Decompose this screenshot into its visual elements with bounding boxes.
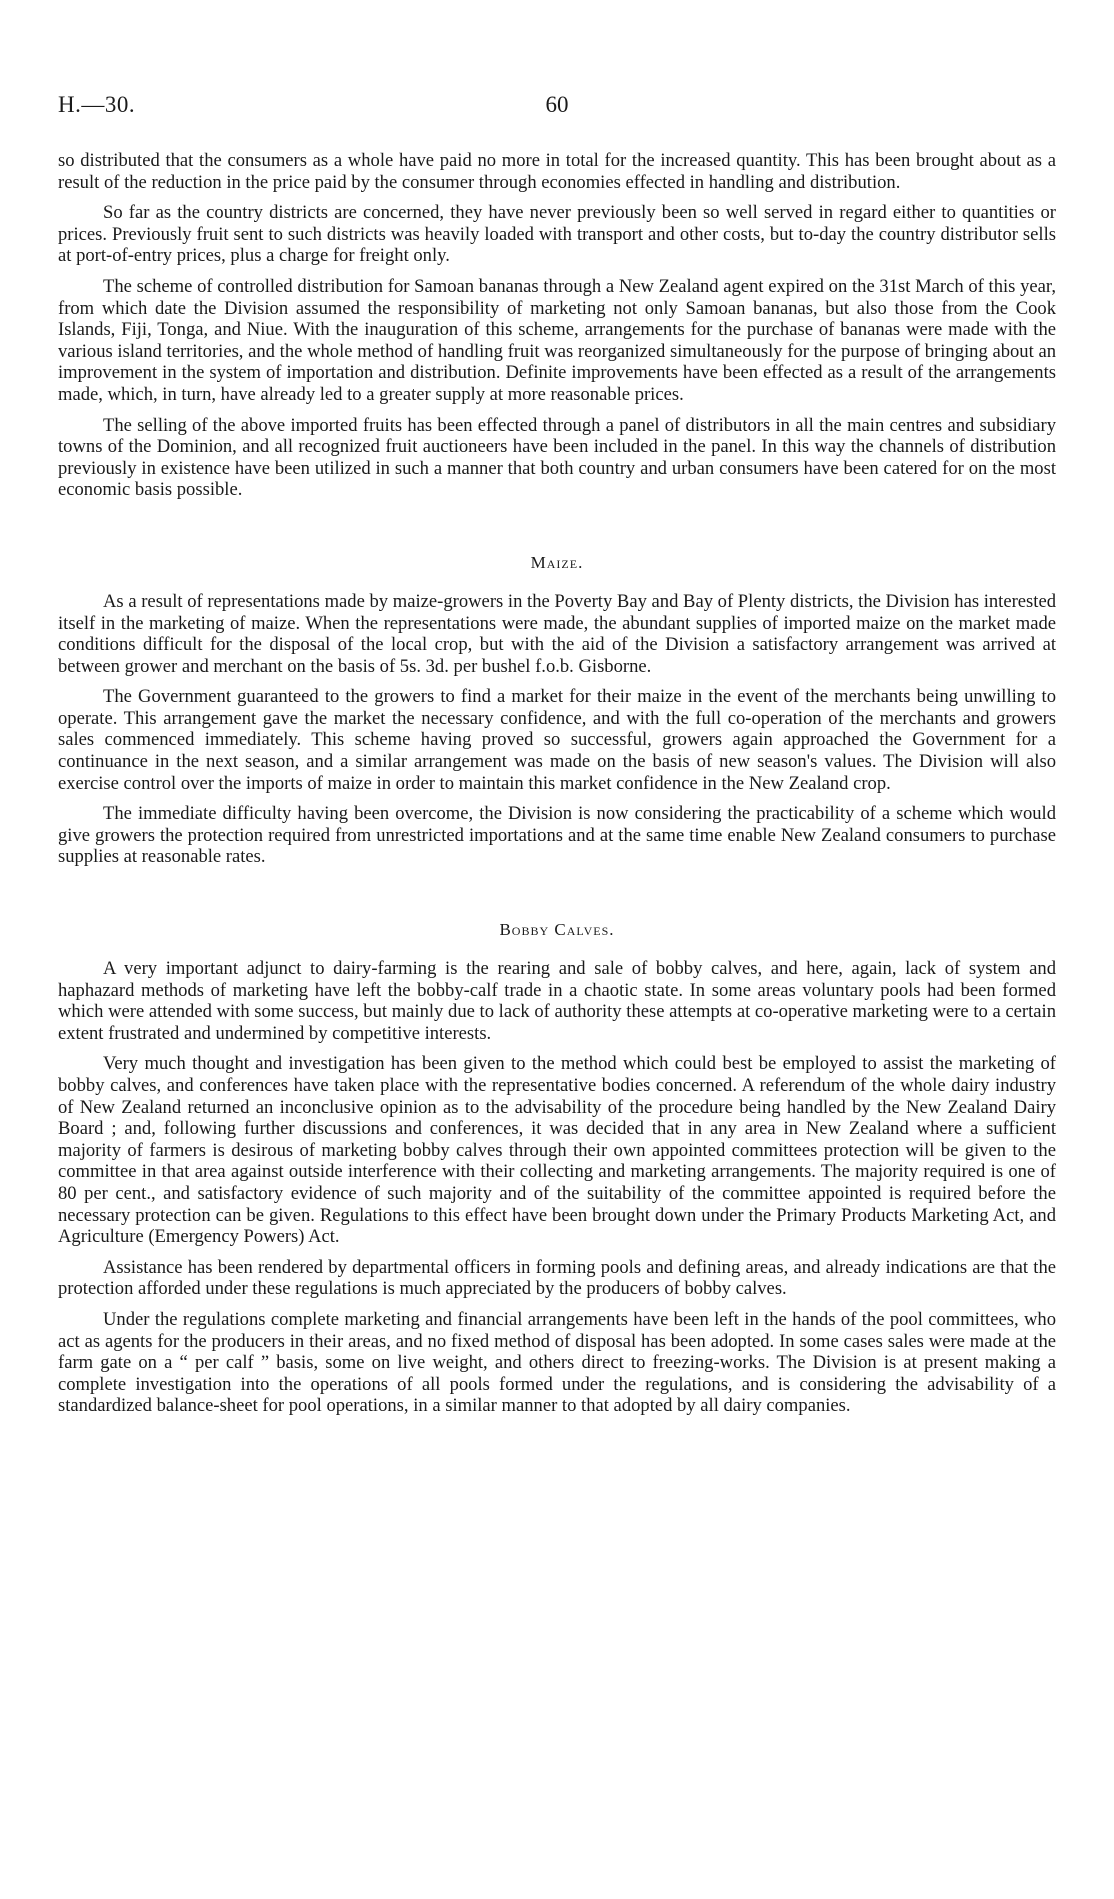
paragraph: The Government guaranteed to the growers to find a market for their maize in the event of the merchants being unwilling to operate. This arrangement gave the market the necessary confidence, and with the full co-operation of the merchants and growers sales commenced immediately. This scheme having proved so successful, growers again approached the Government for a continuance in the next season, and a similar arrangement was made on the basis of new season's values. The Division will also exercise control over the imports of maize in order to maintain this market confidence in the New Zealand crop. [58,686,1056,794]
paragraph: The selling of the above imported fruits has been effected through a panel of distributors in all the main centres and subsidiary towns of the Dominion, and all recognized fruit auctioneers have been included in the panel. In this way the channels of distribution previously in existence have been utilized in such a manner that both country and urban consumers have been catered for on the most economic basis possible. [58,414,1056,501]
paragraph: The scheme of controlled distribution for Samoan bananas through a New Zealand agent expired on the 31st March of this year, from which date the Division assumed the responsibility of marketing not only Samoan bananas, but also those from the Cook Islands, Fiji, Tonga, and Niue. With the inauguration of this scheme, arrangements for the purchase of bananas were made with the various island territories, and the whole method of handling fruit was reorganized simultaneously for the purpose of bringing about an improvement in the system of importation and distribution. Definite improvements have been effected as a result of the arrangements made, which, in turn, have already led to a greater supply at more reasonable prices. [58,275,1056,405]
page-number: 60 [545,92,569,117]
paragraph: As a result of representations made by maize-growers in the Poverty Bay and Bay of Plenty districts, the Division has interested itself in the marketing of maize. When the representations were made, the abundant supplies of imported maize on the market made conditions difficult for the disposal of the local crop, but with the aid of the Division a satisfactory arrangement was arrived at between grower and merchant on the basis of 5s. 3d. per bushel f.o.b. Gisborne. [58,590,1056,677]
paragraph: Under the regulations complete marketing and financial arrangements have been left in the hands of the pool committees, who act as agents for the producers in their areas, and no fixed method of disposal has been adopted. In some cases sales were made at the farm gate on a “ per calf ” basis, some on live weight, and others direct to freezing-works. The Division is at present making a complete investigation into the operations of all pools formed under the regulations, and is considering the advisability of a standardized balance-sheet for pool operations, in a similar manner to that adopted by all dairy companies. [58,1308,1056,1417]
page-header [58,92,1056,122]
paragraph: The immediate difficulty having been overcome, the Division is now considering the practicability of a scheme which would give growers the protection required from unrestricted importations and at the same time enable New Zealand consumers to purchase supplies at reasonable rates. [58,803,1056,868]
maize-section [58,591,1056,868]
paragraph: A very important adjunct to dairy-farming is the rearing and sale of bobby calves, and here, again, lack of system and haphazard methods of marketing have left the bobby-calf trade in a chaotic state. In some areas voluntary pools had been formed which were attended with some success, but mainly due to lack of authority these attempts at co-operative marketing were to a certain extent frustrated and undermined by competitive interests. [58,958,1056,1044]
document-body [58,150,1056,1426]
bobby-calves-section [58,958,1056,1417]
paragraph: so distributed that the consumers as a whole have paid no more in total for the increased quantity. This has been brought about as a result of the reduction in the price paid by the consumer through economies effected in handling and distribution. [58,150,1056,193]
intro-section [58,150,1056,501]
paragraph: Assistance has been rendered by departmental officers in forming pools and defining areas, and already indications are that the protection afforded under these regulations is much appreciated by the producers of bobby calves. [58,1256,1056,1300]
section-heading-bobby-calves: Bobby Calves. [499,920,615,940]
section-heading-maize: Maize. [530,552,584,572]
document-reference: H.—30. [58,92,136,117]
paragraph: Very much thought and investigation has been given to the method which could best be employed to assist the marketing of bobby calves, and conferences have taken place with the representative bodies concerned. A referendum of the whole dairy industry of New Zealand returned an inconclusive opinion as to the advisability of the procedure being handled by the New Zealand Dairy Board ; and, following further discussions and conferences, it was decided that in any area in New Zealand where a sufficient majority of farmers is desirous of marketing bobby calves through their own appointed committees protection will be given to the committee in that area against outside interference with their collecting and marketing arrangements. The majority required is one of 80 per cent., and satisfactory evidence of such majority and of the suitability of the committee appointed is required before the necessary protection can be given. Regulations to this effect have been brought down under the Primary Products Marketing Act, and Agriculture (Emergency Powers) Act. [58,1053,1056,1248]
paragraph: So far as the country districts are concerned, they have never previously been so well served in regard either to quantities or prices. Previously fruit sent to such districts was heavily loaded with transport and other costs, but to-day the country distributor sells at port-of-entry prices, plus a charge for freight only. [58,202,1056,267]
